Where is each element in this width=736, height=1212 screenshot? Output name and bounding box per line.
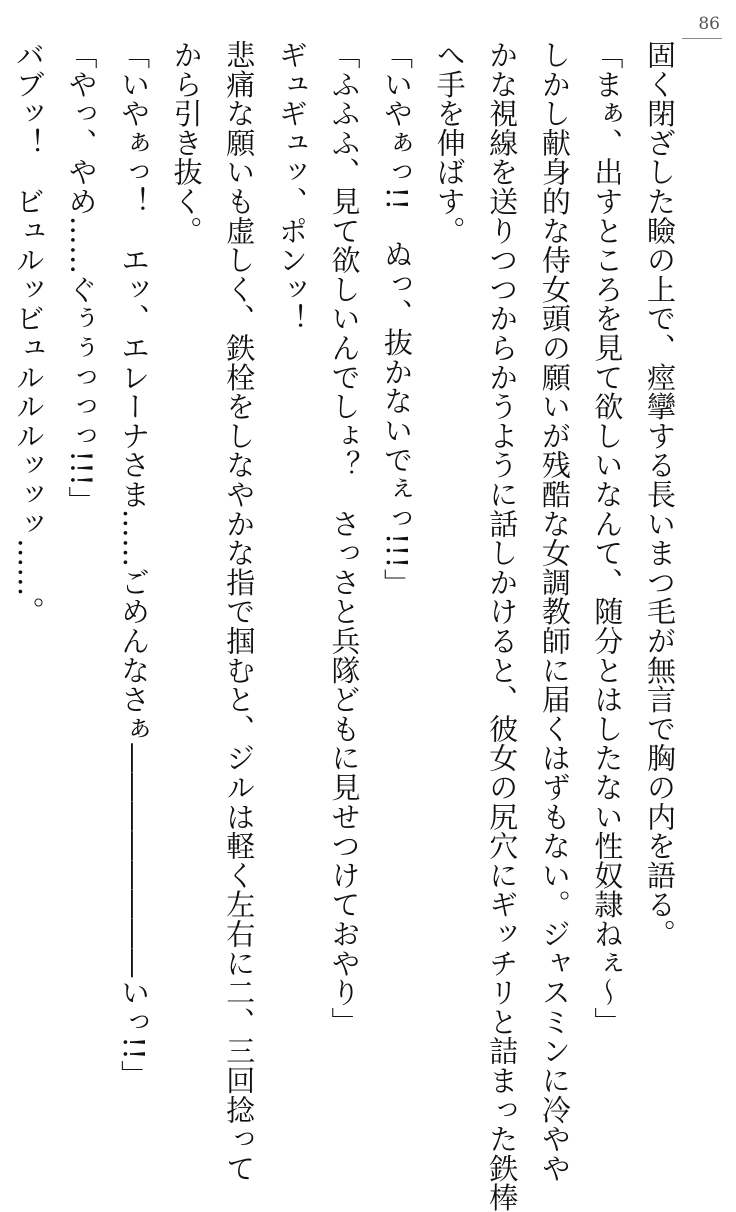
text-line: かな視線を送りつつからかうように話しかけると、彼女の尻穴にギッチリと詰まった鉄棒 [485, 40, 520, 1212]
text-line: 「ふふふ、見て欲しいんでしょ？ さっさと兵隊どもに見せつけておやり」 [327, 40, 362, 1037]
text-line: へ手を伸ばす。 [432, 40, 467, 246]
text-line: 固く閉ざした瞼の上で、痙攣する長いまつ毛が無言で胸の内を語る。 [643, 40, 677, 949]
text-line [0, 40, 2, 1020]
text-line: しかし献身的な侍女頭の願いが残酷な女調教師に届くはずもない。ジャスミンに冷やや [537, 40, 572, 1183]
text-line: バブッ！ ビュルッビュルルルッッッ……。 [11, 40, 46, 626]
text-line: 「やっ、やめ……ぐぅぅっっっ!!!」 [64, 40, 99, 516]
text-line: 「いやぁっ!! ぬっ、抜かないでぇっ!!!」 [380, 40, 415, 598]
page-number: 86 [698, 14, 720, 34]
text-line: 悲痛な願いも虚しく、鉄栓をしなやかな指で掴むと、ジルは軽く左右に二、三回捻って [222, 40, 257, 1183]
text-line: ギュギュッ、ポンッ！ [274, 40, 309, 333]
page-number-rule [682, 38, 722, 39]
text-line: から引き抜く。 [169, 40, 204, 246]
vertical-text-body [11, 40, 686, 1212]
text-line: 「まぁ、出すところを見て欲しいなんて、随分とはしたない性奴隷ねぇ～」 [590, 40, 625, 1037]
text-line: 「いやぁっ！ エッ、エレーナさま……ごめんなさぁ――――――――いっ!!」 [117, 40, 152, 1090]
